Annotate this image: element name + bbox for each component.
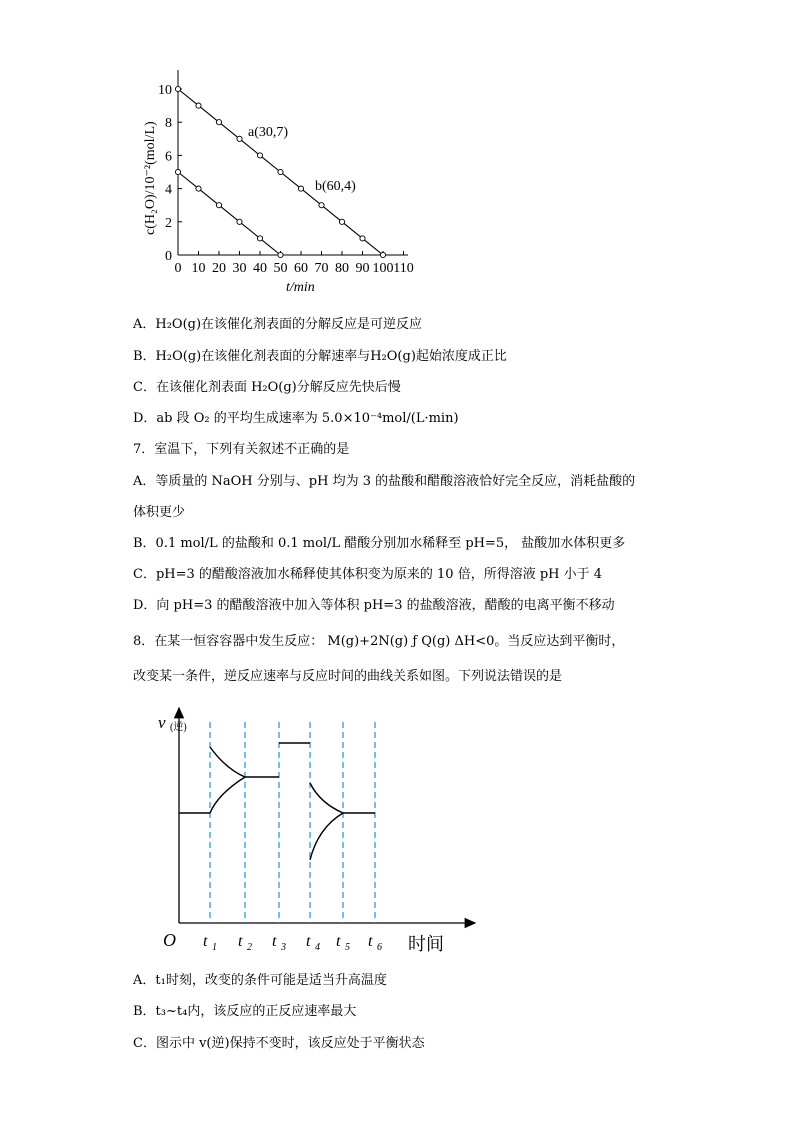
c2-curve-t4-upper (310, 783, 343, 813)
q7-option-c: C．pH=3 的醋酸溶液加水稀释使其体积变为原来的 10 倍，所得溶液 pH 小于 4 (133, 567, 603, 582)
q6-option-d: D．ab 段 O₂ 的平均生成速率为 5.0×10⁻⁴mol/(L·min) (133, 411, 459, 426)
c1-point-lower (257, 236, 262, 241)
c2-curve-t1-upper (210, 747, 245, 777)
q6-option-a: A．H₂O(g)在该催化剂表面的分解反应是可逆反应 (133, 317, 423, 332)
c1-x-tick-label: 110 (393, 261, 414, 276)
c1-y-tick-label: 6 (165, 149, 172, 165)
c1-point-upper (175, 86, 180, 91)
c1-point-lower (175, 169, 180, 174)
q8-option-a: A．t₁时刻，改变的条件可能是适当升高温度 (133, 973, 387, 988)
c1-point-upper (380, 252, 385, 257)
c1-series-line-lower (178, 172, 281, 255)
q7-option-b: B．0.1 mol/L 的盐酸和 0.1 mol/L 醋酸分别加水稀释至 pH=5， 盐酸加水体积更多 (133, 536, 626, 551)
q8-option-c: C．图示中 v(逆)保持不变时，该反应处于平衡状态 (133, 1036, 425, 1051)
c1-point-upper (298, 186, 303, 191)
q7-option-a-line1: A．等质量的 NaOH 分别与、pH 均为 3 的盐酸和醋酸溶液恰好完全反应，消耗盐酸的 (133, 474, 636, 489)
c1-y-tick-label: 2 (165, 215, 172, 231)
c2-tick-t6: t (368, 933, 373, 950)
c2-tick-t1: t (203, 933, 208, 950)
c2-tick-t3: t (272, 933, 277, 950)
svg-text:2: 2 (247, 942, 252, 953)
c1-point-lower (216, 203, 221, 208)
q7-option-a-line2: 体积更少 (133, 505, 186, 520)
c1-point-upper (319, 203, 324, 208)
c1-x-tick-label: 70 (314, 261, 329, 276)
svg-text:4: 4 (315, 942, 320, 953)
c2-tick-t4: t (306, 933, 311, 950)
q8-stem-line1: 8．在某一恒容容器中发生反应： M(g)+2N(g) ƒ Q(g) ΔH<0。当反应达到平衡时， (133, 634, 625, 649)
c1-x-tick-label: 20 (212, 261, 226, 276)
c2-tick-t2: t (238, 933, 243, 950)
q6-option-b: B．H₂O(g)在该催化剂表面的分解速率与H₂O(g)起始浓度成正比 (133, 349, 507, 364)
c1-y-tick-label: 8 (165, 116, 172, 132)
c1-x-tick-label: 60 (294, 261, 308, 276)
q8-option-b: B．t₃~t₄内，该反应的正反应速率最大 (133, 1004, 357, 1019)
concentration-chart (130, 60, 440, 300)
c1-point-upper (216, 120, 221, 125)
c2-origin-label: O (163, 930, 176, 950)
svg-text:3: 3 (281, 942, 286, 953)
q7-stem: 7．室温下，下列有关叙述不正确的是 (133, 442, 350, 457)
q7-option-d: D．向 pH=3 的醋酸溶液中加入等体积 pH=3 的盐酸溶液，醋酸的电离平衡不移动 (133, 598, 615, 613)
c2-curve-t1-lower (210, 777, 245, 813)
c1-x-tick-label: 100 (372, 261, 394, 276)
c1-point-upper (257, 153, 262, 158)
c1-point-lower (237, 219, 242, 224)
c1-point-lower (278, 252, 283, 257)
c1-x-tick-label: 10 (191, 261, 206, 276)
c1-point-upper (339, 219, 344, 224)
c1-x-tick-label: 50 (273, 261, 288, 276)
c1-x-tick-label: 30 (232, 261, 247, 276)
c2-curve-t4-lower (310, 813, 343, 860)
c1-y-tick-label: 4 (165, 182, 172, 198)
c1-x-tick-label: 0 (174, 261, 182, 276)
c1-point-upper (278, 169, 283, 174)
c2-tick-t5: t (336, 933, 341, 950)
c1-point-upper (237, 136, 242, 141)
rate-chart (160, 700, 490, 960)
c2-y-label: v (158, 713, 166, 732)
svg-text:5: 5 (345, 942, 350, 953)
c1-y-tick-label: 0 (165, 249, 172, 264)
c1-x-tick-label: 80 (335, 261, 349, 276)
c1-y-tick-label: 10 (158, 83, 172, 98)
q8-stem-line2: 改变某一条件，逆反应速率与反应时间的曲线关系如图。下列说法错误的是 (133, 669, 563, 684)
c1-point-upper (196, 103, 201, 108)
c1-point-lower (196, 186, 201, 191)
c1-x-label: t/min (286, 280, 315, 295)
c1-x-tick-label: 90 (355, 261, 370, 276)
c2-x-label: 时间 (408, 934, 444, 954)
svg-text:1: 1 (212, 942, 217, 953)
c1-annotation-a: a(30,7) (248, 125, 289, 140)
svg-text:6: 6 (377, 942, 382, 953)
c1-point-upper (360, 236, 365, 241)
c1-y-label: c(H₂O)/10⁻²(mol/L) (143, 121, 158, 235)
c1-annotation-b: b(60,4) (315, 179, 356, 194)
q6-option-c: C．在该催化剂表面 H₂O(g)分解反应先快后慢 (133, 380, 401, 395)
c1-x-tick-label: 40 (253, 261, 267, 276)
c2-y-label-sub: (逆) (170, 722, 187, 733)
